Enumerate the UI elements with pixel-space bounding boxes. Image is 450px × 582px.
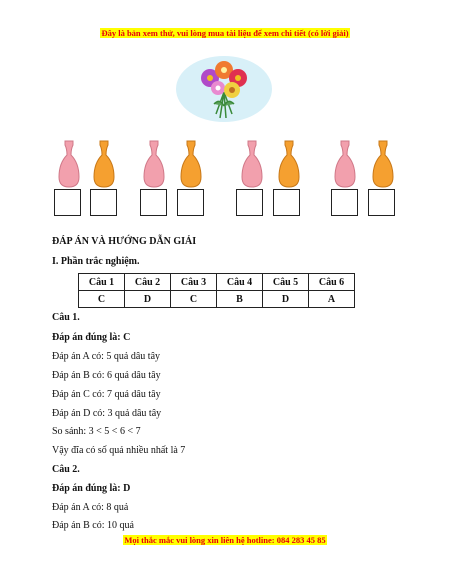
table-header-cell: Câu 5 <box>263 274 309 291</box>
vase-orange-icon <box>93 139 115 189</box>
vase-orange-icon <box>372 139 394 189</box>
table-cell: C <box>79 291 125 308</box>
explanation-line: Đáp án C có: 7 quả dâu tây <box>52 389 161 400</box>
answer-box[interactable] <box>273 189 300 216</box>
table-header-cell: Câu 6 <box>309 274 355 291</box>
explanation-line: Đáp án A có: 5 quả dâu tây <box>52 351 161 362</box>
table-cell: D <box>125 291 171 308</box>
preview-notice-banner <box>0 28 450 38</box>
explanation-line: Đáp án A có: 8 quả <box>52 502 129 513</box>
table-cell: C <box>171 291 217 308</box>
table-header-cell: Câu 3 <box>171 274 217 291</box>
table-header-cell: Câu 4 <box>217 274 263 291</box>
vase-pink-icon <box>143 139 165 189</box>
preview-notice-text: Đây là bản xem thử, vui lòng mua tài liệu để xem chi tiết (có lời giải) <box>101 28 349 38</box>
answer-box[interactable] <box>140 189 167 216</box>
answer-box[interactable] <box>368 189 395 216</box>
explanation-line: Đáp án D có: 3 quả dâu tây <box>52 408 162 419</box>
section-title: I. Phần trắc nghiệm. <box>52 256 140 267</box>
vase-pink-icon <box>58 139 80 189</box>
table-cell: A <box>309 291 355 308</box>
table-cell: B <box>217 291 263 308</box>
explanation-line: Đáp án B có: 10 quả <box>52 520 134 531</box>
vase-orange-icon <box>278 139 300 189</box>
hotline-text: Mọi thắc mắc vui lòng xin liên hệ hotline: 084 283 45 85 <box>124 535 326 545</box>
hotline-banner <box>0 535 450 545</box>
answer-box[interactable] <box>177 189 204 216</box>
answer-box[interactable] <box>90 189 117 216</box>
answer-box[interactable] <box>236 189 263 216</box>
vase-pink-icon <box>241 139 263 189</box>
explanation-line: So sánh: 3 < 5 < 6 < 7 <box>52 426 141 437</box>
answer-box[interactable] <box>54 189 81 216</box>
answer-heading: ĐÁP ÁN VÀ HƯỚNG DẪN GIẢI <box>52 236 197 247</box>
explanation-line: Vậy đĩa có số quả nhiều nhất là 7 <box>52 445 186 456</box>
answer-box[interactable] <box>331 189 358 216</box>
vase-orange-icon <box>180 139 202 189</box>
answer-table <box>78 273 355 308</box>
table-header-cell: Câu 2 <box>125 274 171 291</box>
flower-bouquet-icon <box>174 54 274 124</box>
table-header-row <box>79 274 355 291</box>
table-header-cell: Câu 1 <box>79 274 125 291</box>
correct-answer: Đáp án đúng là: D <box>52 483 131 494</box>
explanation-line: Đáp án B có: 6 quả dâu tây <box>52 370 161 381</box>
question-title: Câu 2. <box>52 464 80 475</box>
table-row <box>79 291 355 308</box>
correct-answer: Đáp án đúng là: C <box>52 332 131 343</box>
vase-pink-icon <box>334 139 356 189</box>
table-cell: D <box>263 291 309 308</box>
question-title: Câu 1. <box>52 312 80 323</box>
